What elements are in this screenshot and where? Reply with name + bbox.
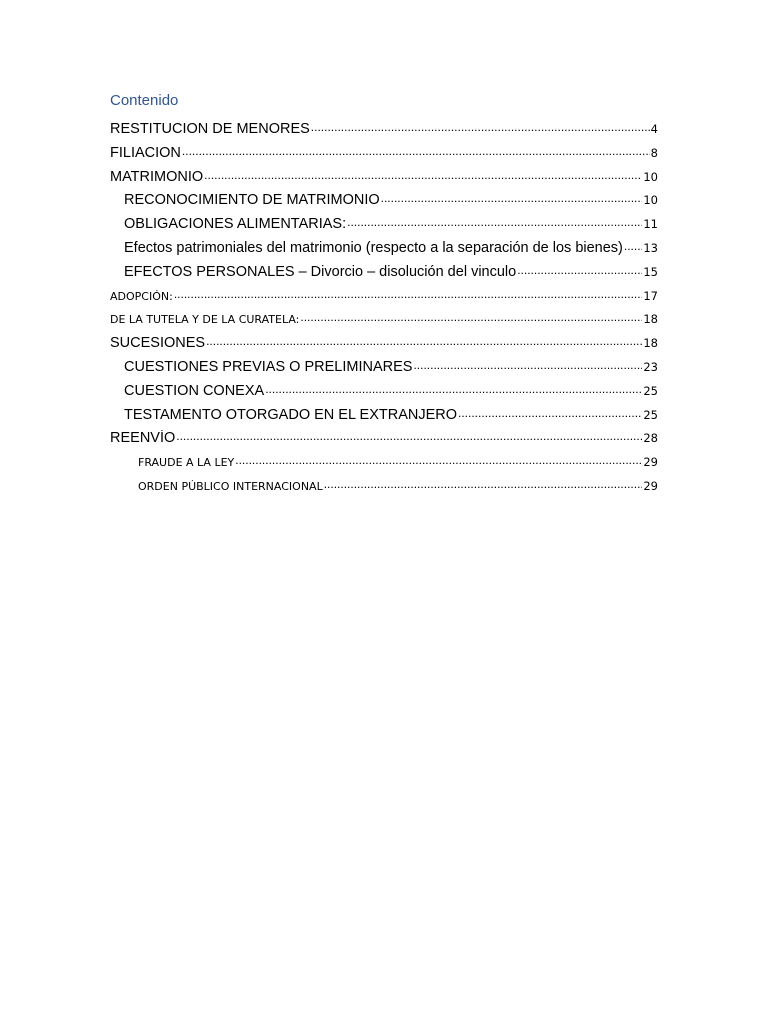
toc-entry-cuestion-conexa[interactable] bbox=[110, 383, 658, 407]
toc-entry-title: RESTITUCION DE MENORES bbox=[110, 121, 310, 137]
toc-dot-leader bbox=[311, 121, 650, 133]
toc-dot-leader bbox=[517, 264, 642, 276]
toc-entry-page: 15 bbox=[643, 264, 658, 279]
toc-entry-title: CUESTIONES PREVIAS O PRELIMINARES bbox=[124, 358, 413, 375]
toc-entry-page: 25 bbox=[643, 407, 658, 422]
toc-entry-title: RECONOCIMIENTO DE MATRIMONIO bbox=[124, 192, 380, 209]
toc-entry-orden-publico-internacional[interactable] bbox=[110, 478, 658, 502]
toc-entry-reconocimiento-de-matrimonio[interactable] bbox=[110, 192, 658, 216]
toc-entry-title: FILIACION bbox=[110, 144, 181, 161]
toc-dot-leader bbox=[458, 407, 642, 419]
toc-dot-leader bbox=[182, 145, 650, 157]
toc-dot-leader bbox=[347, 216, 642, 228]
toc-entry-obligaciones-alimentarias[interactable] bbox=[110, 216, 658, 240]
toc-entry-efectos-patrimoniales[interactable] bbox=[110, 240, 658, 264]
toc-entry-page: 13 bbox=[643, 240, 658, 255]
toc-entry-sucesiones[interactable] bbox=[110, 335, 658, 359]
toc-entry-page: 10 bbox=[643, 169, 658, 184]
toc-entry-title: OBLIGACIONES ALIMENTARIAS: bbox=[124, 216, 347, 233]
toc-entry-title: CUESTION CONEXA bbox=[124, 382, 265, 399]
toc-entry-filiacion[interactable] bbox=[110, 145, 658, 169]
toc-entry-tutela-curatela[interactable] bbox=[110, 311, 658, 335]
toc-entry-page: 18 bbox=[643, 312, 658, 327]
toc-entry-page: 10 bbox=[643, 193, 658, 208]
toc-entry-title: TESTAMENTO OTORGADO EN EL EXTRANJERO bbox=[124, 406, 458, 423]
toc-dot-leader bbox=[381, 192, 643, 204]
toc-dot-leader bbox=[174, 288, 643, 300]
toc-dot-leader bbox=[300, 311, 642, 323]
toc-dot-leader bbox=[176, 430, 642, 442]
toc-entry-page: 4 bbox=[650, 122, 658, 136]
toc-entry-efectos-personales[interactable] bbox=[110, 264, 658, 288]
toc-entry-page: 11 bbox=[643, 217, 658, 232]
toc-dot-leader bbox=[235, 454, 642, 466]
toc-entry-title: SUCESIONES bbox=[110, 335, 206, 352]
toc-entry-title: ORDEN PÚBLICO INTERNACIONAL bbox=[138, 479, 323, 493]
toc-entry-title: REENVÍO bbox=[110, 430, 176, 447]
toc-entry-page: 28 bbox=[643, 431, 658, 446]
toc-heading: Contenido bbox=[110, 92, 179, 109]
toc-entry-page: 18 bbox=[643, 336, 658, 351]
toc-entry-title: EFECTOS PERSONALES – Divorcio – disolución del vinculo bbox=[124, 263, 517, 280]
toc-entry-title: FRAUDE A LA LEY bbox=[138, 456, 235, 470]
toc-entry-restitucion-de-menores[interactable] bbox=[110, 121, 658, 145]
toc-entry-page: 8 bbox=[650, 145, 658, 160]
toc-entry-page: 29 bbox=[643, 478, 658, 493]
toc-dot-leader bbox=[624, 240, 642, 252]
toc-entry-testamento-extranjero[interactable] bbox=[110, 407, 658, 431]
toc-entry-title: ADOPCIÓN: bbox=[110, 289, 173, 303]
toc-dot-leader bbox=[204, 169, 642, 181]
toc-dot-leader bbox=[206, 335, 642, 347]
toc-entry-adopcion[interactable] bbox=[110, 288, 658, 312]
toc-entry-page: 23 bbox=[643, 359, 658, 374]
toc-entry-title: Efectos patrimoniales del matrimonio (respecto a la separación de los bienes) bbox=[124, 239, 623, 256]
toc-dot-leader bbox=[265, 383, 642, 395]
toc-entry-title: MATRIMONIO bbox=[110, 168, 204, 185]
toc-entry-reenvio[interactable] bbox=[110, 430, 658, 454]
toc-entry-page: 25 bbox=[643, 383, 658, 398]
toc-entry-matrimonio[interactable] bbox=[110, 169, 658, 193]
toc-dot-leader bbox=[413, 359, 642, 371]
toc-entry-title: DE LA TUTELA Y DE LA CURATELA: bbox=[110, 313, 300, 327]
table-of-contents bbox=[110, 121, 658, 502]
toc-dot-leader bbox=[324, 478, 643, 490]
toc-entry-cuestiones-previas[interactable] bbox=[110, 359, 658, 383]
toc-entry-page: 17 bbox=[643, 288, 658, 303]
toc-entry-fraude-a-la-ley[interactable] bbox=[110, 454, 658, 478]
toc-entry-page: 29 bbox=[643, 455, 658, 470]
